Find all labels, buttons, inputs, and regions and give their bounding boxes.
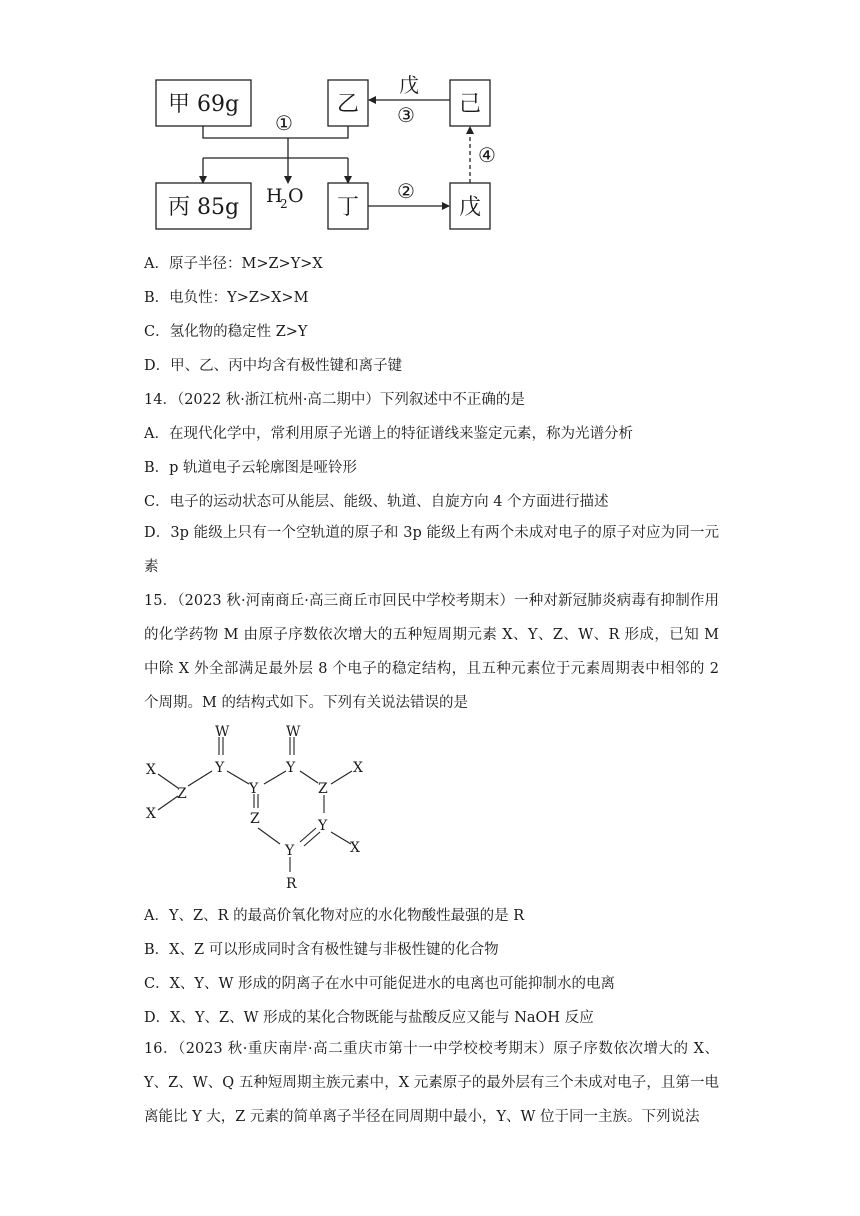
q13-option-b: B．电负性：Y>Z>X>M (144, 290, 309, 306)
atom-y2: Y (249, 781, 259, 797)
reaction-scheme-diagram (140, 70, 520, 235)
q15-option-d: D．X、Y、Z、W 形成的某化合物既能与盐酸反应又能与 NaOH 反应 (144, 1010, 594, 1026)
q15-option-a: A．Y、Z、R 的最高价氧化物对应的水化物酸性最强的是 R (144, 908, 525, 924)
structure-formula-m (140, 722, 380, 894)
atom-w1: W (215, 724, 230, 740)
atom-x1: X (146, 762, 156, 778)
atom-r: R (286, 876, 297, 892)
atom-y3: Y (286, 760, 296, 776)
q14-option-a: A．在现代化学中，常利用原子光谱上的特征谱线来鉴定元素，称为光谱分析 (144, 426, 633, 442)
reaction-label-1: ① (275, 111, 293, 135)
label-ding: 丁 (337, 195, 360, 220)
reaction-label-2: ② (397, 179, 415, 203)
q15-stem: 15．（2023 秋·河南商丘·高三商丘市回民中学校考期末）一种对新冠肺炎病毒有抑制作用的化学药物 M 由原子序数依次增大的五种短周期元素 X、Y、Z、W、R 形成，已知 M 中除 X 外全部满足最外层 8 个电子的稳定结构，且五种元素位于元素周期表中相邻的 2 个周期。M 的结构式如下。下列有关说法错误的是 (144, 593, 719, 711)
h2o-h: H (266, 185, 283, 207)
reaction-label-3: ③ (397, 103, 415, 127)
q14-option-c: C．电子的运动状态可从能层、能级、轨道、自旋方向 4 个方面进行描述 (144, 494, 609, 510)
q14-option-b: B．p 轨道电子云轮廓图是哑铃形 (144, 460, 358, 476)
atom-x4: X (350, 840, 360, 856)
label-wu: 戊 (459, 195, 482, 220)
atom-y5: Y (285, 843, 295, 859)
reaction-label-4: ④ (478, 143, 496, 167)
h2o-o: O (288, 185, 304, 207)
label-ji: 己 (459, 92, 482, 117)
q13-option-d: D．甲、乙、丙中均含有极性键和离子键 (144, 358, 403, 374)
label-yi: 乙 (337, 92, 360, 117)
h2o-subscript: 2 (280, 197, 288, 211)
atom-z1: Z (177, 786, 187, 802)
label-jia: 甲 69g (168, 92, 240, 117)
atom-z3: Z (250, 811, 260, 827)
q13-option-a: A．原子半径：M>Z>Y>X (144, 256, 323, 272)
atom-y1: Y (215, 760, 225, 776)
q14-option-d: D．3p 能级上只有一个空轨道的原子和 3p 能级上有两个未成对电子的原子对应为同一元素 (144, 525, 719, 575)
q16-stem: 16．（2023 秋·重庆南岸·高二重庆市第十一中学校校考期末）原子序数依次增大的 X、Y、Z、W、Q 五种短周期主族元素中，X 元素原子的最外层有三个未成对电子，且第一电离能比 Y 大，Z 元素的简单离子半径在同周期中最小，Y、W 位于同一主族。下列说法 (144, 1041, 719, 1125)
atom-x2: X (146, 806, 156, 822)
q15-option-c: C．X、Y、W 形成的阴离子在水中可能促进水的电离也可能抑制水的电离 (144, 976, 615, 992)
atom-y4: Y (318, 818, 328, 834)
q13-option-c: C．氢化物的稳定性 Z>Y (144, 324, 308, 340)
q15-option-b: B．X、Z 可以形成同时含有极性键与非极性键的化合物 (144, 942, 499, 958)
label-bing: 丙 85g (168, 195, 240, 220)
reagent-wu-label: 戊 (399, 73, 419, 97)
atom-w2: W (286, 724, 301, 740)
q14-stem: 14．（2022 秋·浙江杭州·高二期中）下列叙述中不正确的是 (144, 392, 525, 408)
atom-z2: Z (318, 781, 328, 797)
atom-x3: X (353, 760, 363, 776)
